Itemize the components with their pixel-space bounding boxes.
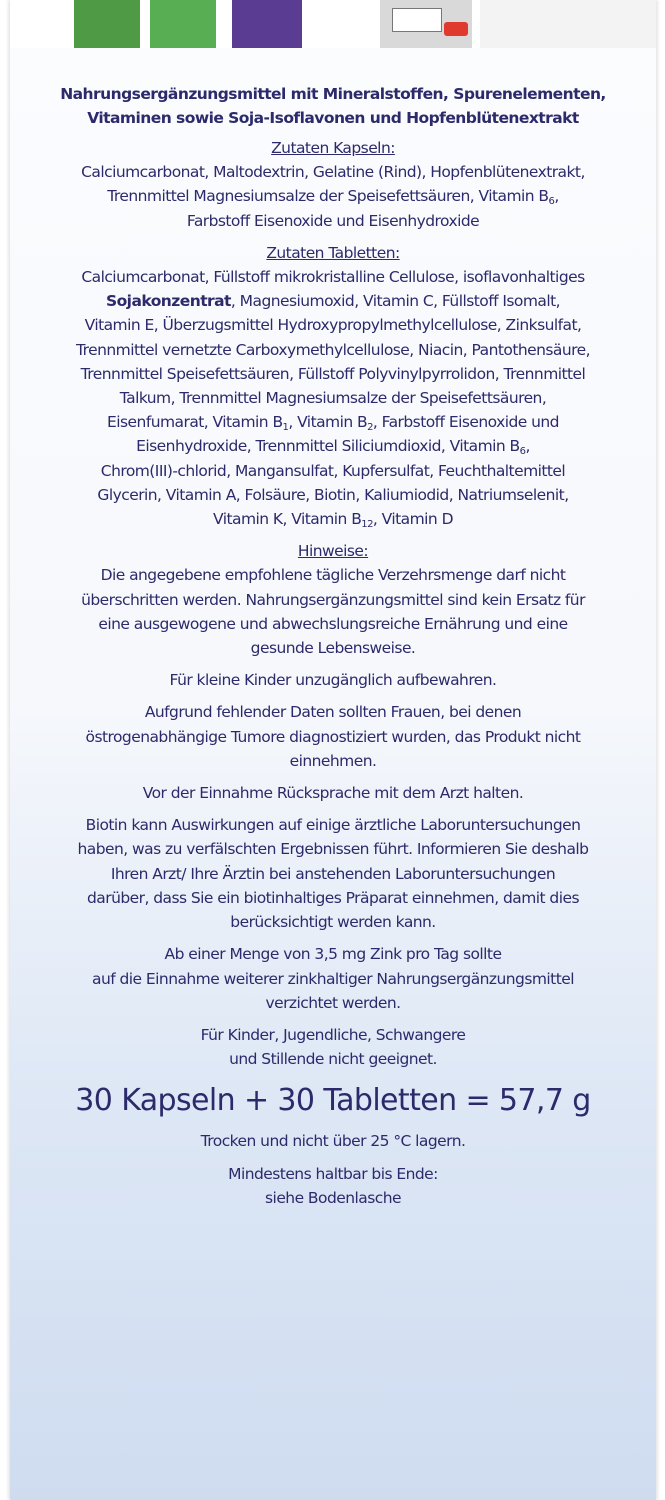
notes-heading: Hinweise: [297,542,369,561]
note-paragraph: Für kleine Kinder unzugänglich aufbewahren. [169,671,497,690]
notes-section [20,539,646,1071]
capsule-ingredients-heading: Zutaten Kapseln: [271,139,395,157]
brand-print-purple [232,0,302,48]
note-paragraph: Für Kinder, Jugendliche, Schwangere und Stillende nicht geeignet. [200,1025,466,1069]
best-before-info: Mindestens haltbar bis Ende: siehe Bodenlasche [228,1164,438,1207]
tablet-ingredients-heading: Zutaten Tabletten: [266,243,400,262]
headline-line: Vitaminen sowie Soja-Isoflavonen und Hopfenblütenextrakt [87,109,579,127]
ingredient-line: Trennmittel Speisefettsäuren, Füllstoff Polyvinylpyrrolidon, Trennmittel [80,364,586,383]
ingredient-line: Talkum, Trennmittel Magnesiumsalze der Speisefettsäuren, [119,389,547,408]
label-text [20,82,646,1210]
storage-instructions: Trocken und nicht über 25 °C lagern. [200,1132,466,1151]
product-description [20,82,646,130]
ingredient-line: Calciumcarbonat, Füllstoff mikrokristalline Cellulose, isoflavonhaltiges [81,268,585,287]
ingredient-line: Eisenhydroxide, Trennmittel Siliciumdioxid, Vitamin $B_6$, [136,437,530,458]
note-paragraph: Vor der Einnahme Rücksprache mit dem Arzt halten. [142,784,524,803]
ingredient-line: Vitamin K, Vitamin $B_{12}$, Vitamin D [213,510,453,531]
ingredient-line: Chrom(III)-chlorid, Mangansulfat, Kupfersulfat, Feuchthaltemittel [100,461,566,480]
ingredient-line: Vitamin E, Überzugsmittel Hydroxypropylmethylcellulose, Zinksulfat, [84,316,582,335]
brand-print-green [74,0,140,48]
allergen-soy: Sojakonzentrat [105,292,231,311]
note-paragraph: Biotin kann Auswirkungen auf einige ärztliche Laboruntersuchungen haben, was zu verfälschten Ergebnissen führt. Informieren Sie deshalb Ihren Arzt/ Ihre Ärztin bei anstehenden Laboruntersuchungen darüber, dass Sie ein biotinhaltiges Präparat einnehmen, damit dies berücksichtigt werden kann. [77,816,589,932]
tablet-ingredients [20,241,646,531]
ingredient-line: Calciumcarbonat, Maltodextrin, Gelatine (Rind), Hopfenblütenextrakt, [81,163,585,182]
brand-print-grey [480,0,656,48]
net-contents: 30 Kapseln + 30 Tabletten = 57,7 g [75,1083,591,1119]
red-badge-icon [444,22,468,36]
note-paragraph: Die angegebene empfohlene tägliche Verzehrsmenge darf nicht überschritten werden. Nahrungsergänzungsmittel sind kein Ersatz für eine ausgewogene und abwechslungsreiche Ernährung und eine gesunde Lebensweise. [81,566,585,658]
brand-print-light-green [150,0,216,48]
ingredient-line: Trennmittel vernetzte Carboxymethylcellulose, Niacin, Pantothensäure, [76,340,590,359]
ingredient-line: Glycerin, Vitamin A, Folsäure, Biotin, Kaliumiodid, Natriumselenit, [97,485,569,504]
product-box-icon [392,8,442,32]
capsule-ingredients [20,136,646,233]
ingredient-line: Eisenfumarat, Vitamin $B_1$, Vitamin $B_2$, Farbstoff Eisenoxide und [107,413,559,434]
ingredient-line: Farbstoff Eisenoxide und Eisenhydroxide [186,211,480,230]
note-paragraph: Ab einer Menge von 3,5 mg Zink pro Tag sollte auf die Einnahme weiterer zinkhaltiger Nahrungsergänzungsmittel verzichtet werden. [92,945,574,1012]
ingredient-line: Sojakonzentrat, Magnesiumoxid, Vitamin C, Füllstoff Isomalt, [105,292,561,311]
package-top-edge [10,0,656,48]
headline-line: Nahrungsergänzungsmittel mit Mineralstoffen, Spurenelementen, [60,85,606,103]
note-paragraph: Aufgrund fehlender Daten sollten Frauen, bei denen östrogenabhängige Tumore diagnostiziert wurden, das Produkt nicht einnehmen. [85,703,581,770]
ingredient-line: Trennmittel Magnesiumsalze der Speisefettsäuren, Vitamin $B_6$, [107,187,559,208]
